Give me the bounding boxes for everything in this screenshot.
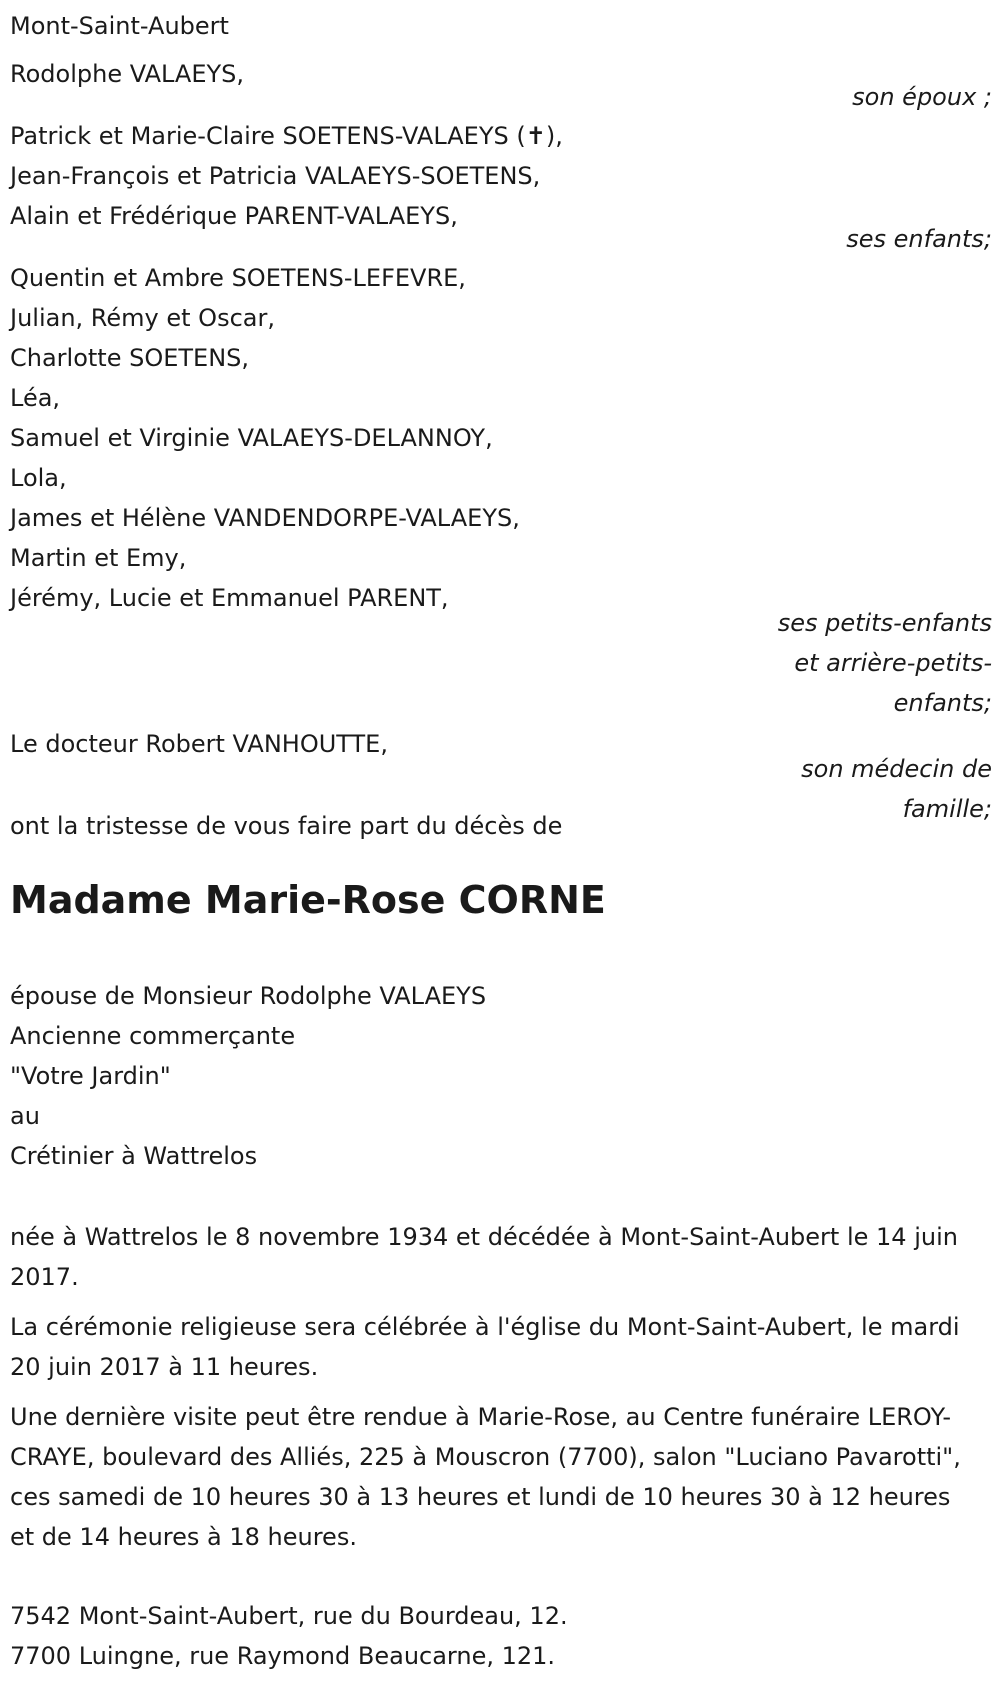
child-line: Alain et Frédérique PARENT-VALAEYS, <box>10 202 458 230</box>
deceased-detail: "Votre Jardin" <box>10 1062 171 1090</box>
grandchild-line: Quentin et Ambre SOETENS-LEFEVRE, <box>10 264 466 292</box>
announcement-text: ont la tristesse de vous faire part du décès de <box>10 812 563 840</box>
grandchild-line: James et Hélène VANDENDORPE-VALAEYS, <box>10 504 520 532</box>
child-line: Patrick et Marie-Claire SOETENS-VALAEYS (✝), <box>10 122 563 150</box>
children-role: ses enfants; <box>846 225 992 253</box>
deceased-name: Madame Marie-Rose CORNE <box>10 878 606 922</box>
grandchild-line: Samuel et Virginie VALAEYS-DELANNOY, <box>10 424 493 452</box>
grandchild-line: Julian, Rémy et Oscar, <box>10 304 275 332</box>
grandchild-line: Charlotte SOETENS, <box>10 344 250 372</box>
visit-paragraph: Une dernière visite peut être rendue à Marie-Rose, au Centre funéraire LEROY-CRAYE, boulevard des Alliés, 225 à Mouscron (7700), salon "Luciano Pavarotti", ces samedi de 10 heures 30 à 13 heures et lundi de 10 heures 30 à 12 heures et de 14 heures à 18 heures. <box>10 1403 961 1551</box>
spouse-name: Rodolphe VALAEYS, <box>10 60 245 88</box>
ceremony-paragraph: La cérémonie religieuse sera célébrée à l'église du Mont-Saint-Aubert, le mardi 20 juin 2017 à 11 heures. <box>10 1313 960 1381</box>
grandchild-line: Lola, <box>10 464 67 492</box>
deceased-detail: au <box>10 1102 40 1130</box>
deceased-detail: Crétinier à Wattrelos <box>10 1142 258 1170</box>
grandchild-line: Léa, <box>10 384 61 412</box>
address-line: 7542 Mont-Saint-Aubert, rue du Bourdeau, 12. <box>10 1602 568 1630</box>
grandchild-line: Martin et Emy, <box>10 544 187 572</box>
spouse-role: son époux ; <box>852 83 992 111</box>
grandchildren-role-line: ses petits-enfants <box>777 609 992 637</box>
grandchildren-role-line: enfants; <box>893 689 992 717</box>
address-line: 7700 Luingne, rue Raymond Beaucarne, 121. <box>10 1642 556 1670</box>
grandchildren-role-line: et arrière-petits- <box>794 649 992 677</box>
place-heading: Mont-Saint-Aubert <box>10 12 229 40</box>
doctor-name: Le docteur Robert VANHOUTTE, <box>10 730 388 758</box>
doctor-role-line: famille; <box>902 795 992 823</box>
deceased-detail: épouse de Monsieur Rodolphe VALAEYS <box>10 982 487 1010</box>
deceased-detail: Ancienne commerçante <box>10 1022 296 1050</box>
grandchild-line: Jérémy, Lucie et Emmanuel PARENT, <box>10 584 449 612</box>
child-line: Jean-François et Patricia VALAEYS-SOETENS, <box>10 162 541 190</box>
birth-paragraph: née à Wattrelos le 8 novembre 1934 et décédée à Mont-Saint-Aubert le 14 juin 2017. <box>10 1223 958 1291</box>
doctor-role-line: son médecin de <box>801 755 992 783</box>
